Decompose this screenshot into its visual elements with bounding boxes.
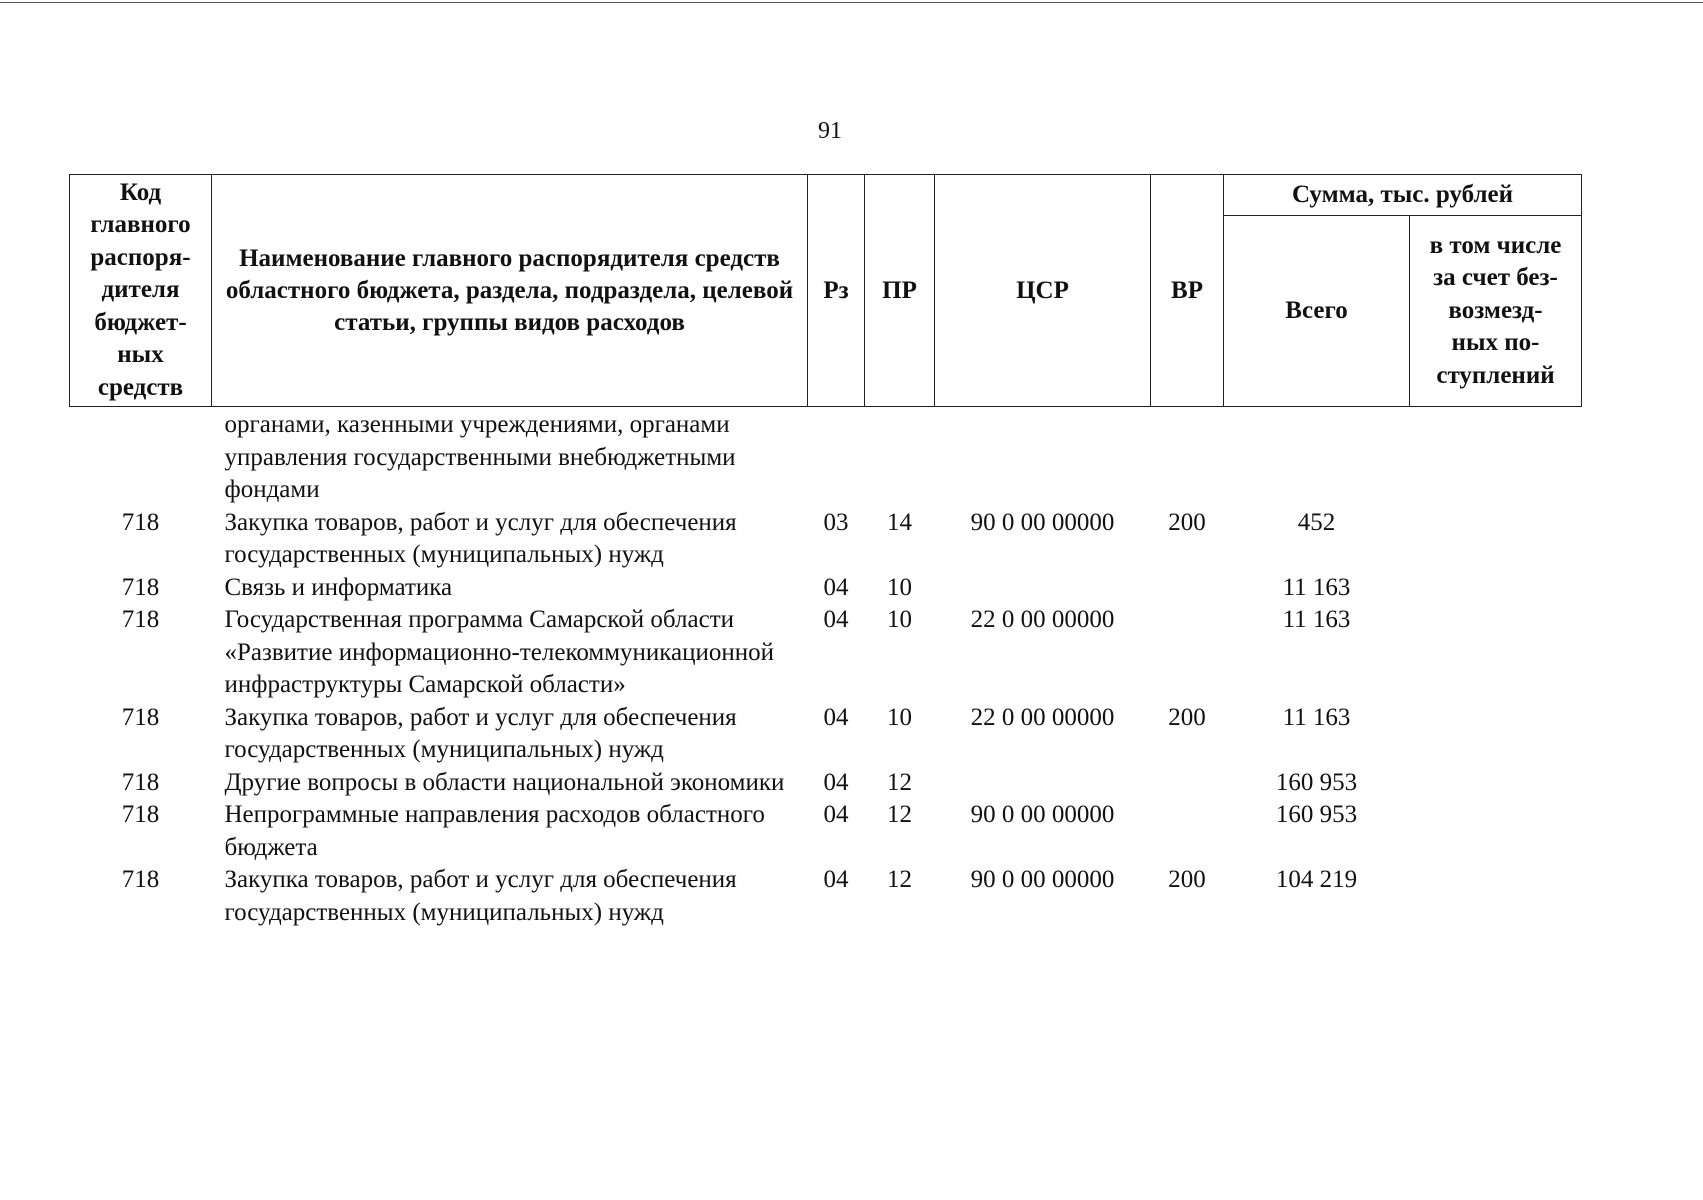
header-vsego: Всего: [1224, 216, 1410, 407]
cell-bezvozmezd: [1410, 507, 1582, 572]
cell-name: Связь и информатика: [224, 573, 453, 601]
cell-pr: 10: [887, 606, 912, 633]
table-row: [70, 799, 1582, 864]
table-row: [70, 407, 1582, 507]
table-row: [70, 702, 1582, 767]
cell-name: Другие вопросы в области национальной экономики: [224, 768, 785, 796]
cell-csr: 90 0 00 00000: [970, 866, 1115, 893]
cell-csr: 90 0 00 00000: [970, 801, 1115, 828]
top-rule: [0, 2, 1703, 3]
cell-bezvozmezd: [1410, 864, 1582, 929]
header-vr: ВР: [1151, 175, 1224, 407]
cell-vr: 200: [1168, 508, 1206, 536]
cell-name: Закупка товаров, работ и услуг для обеспечения государственных (муниципальных) нужд: [224, 703, 737, 763]
cell-kod: 718: [121, 573, 160, 601]
page-number: 91: [818, 118, 842, 144]
header-rz: Рз: [808, 175, 865, 407]
cell-bezvozmezd: [1410, 572, 1582, 605]
cell-name: органами, казенными учреждениями, органами управления государственными внебюджетными фондами: [224, 411, 736, 503]
cell-vsego: 104 219: [1275, 866, 1358, 893]
header-summa: Сумма, тыс. рублей: [1224, 175, 1582, 216]
table-row: [70, 864, 1582, 929]
cell-rz: [808, 407, 865, 507]
cell-bezvozmezd: [1410, 767, 1582, 800]
cell-bezvozmezd: [1410, 799, 1582, 864]
table-header: [70, 175, 1582, 407]
cell-vsego: [1224, 407, 1410, 507]
cell-rz: 04: [823, 703, 849, 731]
cell-bezvozmezd: [1410, 604, 1582, 702]
cell-vr: [1151, 799, 1224, 864]
cell-csr: [935, 767, 1151, 800]
cell-vr: [1151, 604, 1224, 702]
header-kod: Код главного распоря- дителя бюджет- ных средств: [70, 175, 212, 407]
cell-kod: 718: [121, 606, 160, 633]
cell-pr: 12: [887, 866, 912, 893]
cell-name: Закупка товаров, работ и услуг для обеспечения государственных (муниципальных) нужд: [224, 866, 737, 926]
header-pr: ПР: [865, 175, 935, 407]
cell-csr: 22 0 00 00000: [970, 606, 1115, 633]
cell-vr: [1151, 407, 1224, 507]
header-naimenovanie: Наименование главного распорядителя средств областного бюджета, раздела, подраздела, целевой статьи, группы видов расходов: [212, 175, 808, 407]
budget-table: [69, 174, 1582, 929]
cell-name: Закупка товаров, работ и услуг для обеспечения государственных (муниципальных) нужд: [224, 508, 737, 568]
cell-kod: 718: [121, 703, 160, 731]
cell-csr: 90 0 00 00000: [970, 508, 1115, 536]
cell-rz: 04: [823, 606, 849, 633]
cell-pr: 10: [887, 573, 912, 601]
cell-kod: 718: [121, 768, 160, 796]
cell-csr: [935, 407, 1151, 507]
table-row: [70, 767, 1582, 800]
cell-vsego: 11 163: [1282, 606, 1351, 633]
cell-vsego: 452: [1297, 508, 1336, 536]
cell-rz: 04: [823, 866, 849, 893]
cell-rz: 04: [823, 768, 849, 796]
cell-vr: [1151, 767, 1224, 800]
table-row: [70, 507, 1582, 572]
cell-bezvozmezd: [1410, 407, 1582, 507]
cell-kod: 718: [121, 866, 160, 893]
cell-csr: 22 0 00 00000: [970, 703, 1115, 731]
cell-vsego: 160 953: [1275, 768, 1358, 796]
cell-vr: [1151, 572, 1224, 605]
cell-rz: 04: [823, 573, 849, 601]
cell-vr: 200: [1168, 866, 1206, 893]
cell-pr: 14: [887, 508, 912, 536]
cell-rz: 04: [823, 801, 849, 828]
cell-kod: 718: [121, 508, 160, 536]
cell-pr: 10: [887, 703, 912, 731]
cell-pr: [865, 407, 935, 507]
header-bezvozmezd: в том числе за счет без- возмезд- ных по- ступлений: [1410, 216, 1582, 407]
cell-rz: 03: [823, 508, 849, 536]
cell-bezvozmezd: [1410, 702, 1582, 767]
cell-vsego: 11 163: [1282, 573, 1351, 601]
table-row: [70, 572, 1582, 605]
cell-pr: 12: [887, 801, 912, 828]
table-body: [70, 407, 1582, 930]
cell-kod: [70, 407, 212, 507]
cell-csr: [935, 572, 1151, 605]
cell-vsego: 160 953: [1275, 801, 1358, 828]
table-row: [70, 604, 1582, 702]
cell-pr: 12: [887, 768, 912, 796]
cell-name: Непрограммные направления расходов областного бюджета: [224, 801, 765, 861]
cell-name: Государственная программа Самарской области «Развитие информационно-телекоммуникационной инфраструктуры Самарской области»: [224, 606, 775, 698]
cell-kod: 718: [121, 801, 160, 828]
header-csr: ЦСР: [935, 175, 1151, 407]
cell-vr: 200: [1168, 703, 1206, 731]
cell-vsego: 11 163: [1282, 703, 1351, 731]
